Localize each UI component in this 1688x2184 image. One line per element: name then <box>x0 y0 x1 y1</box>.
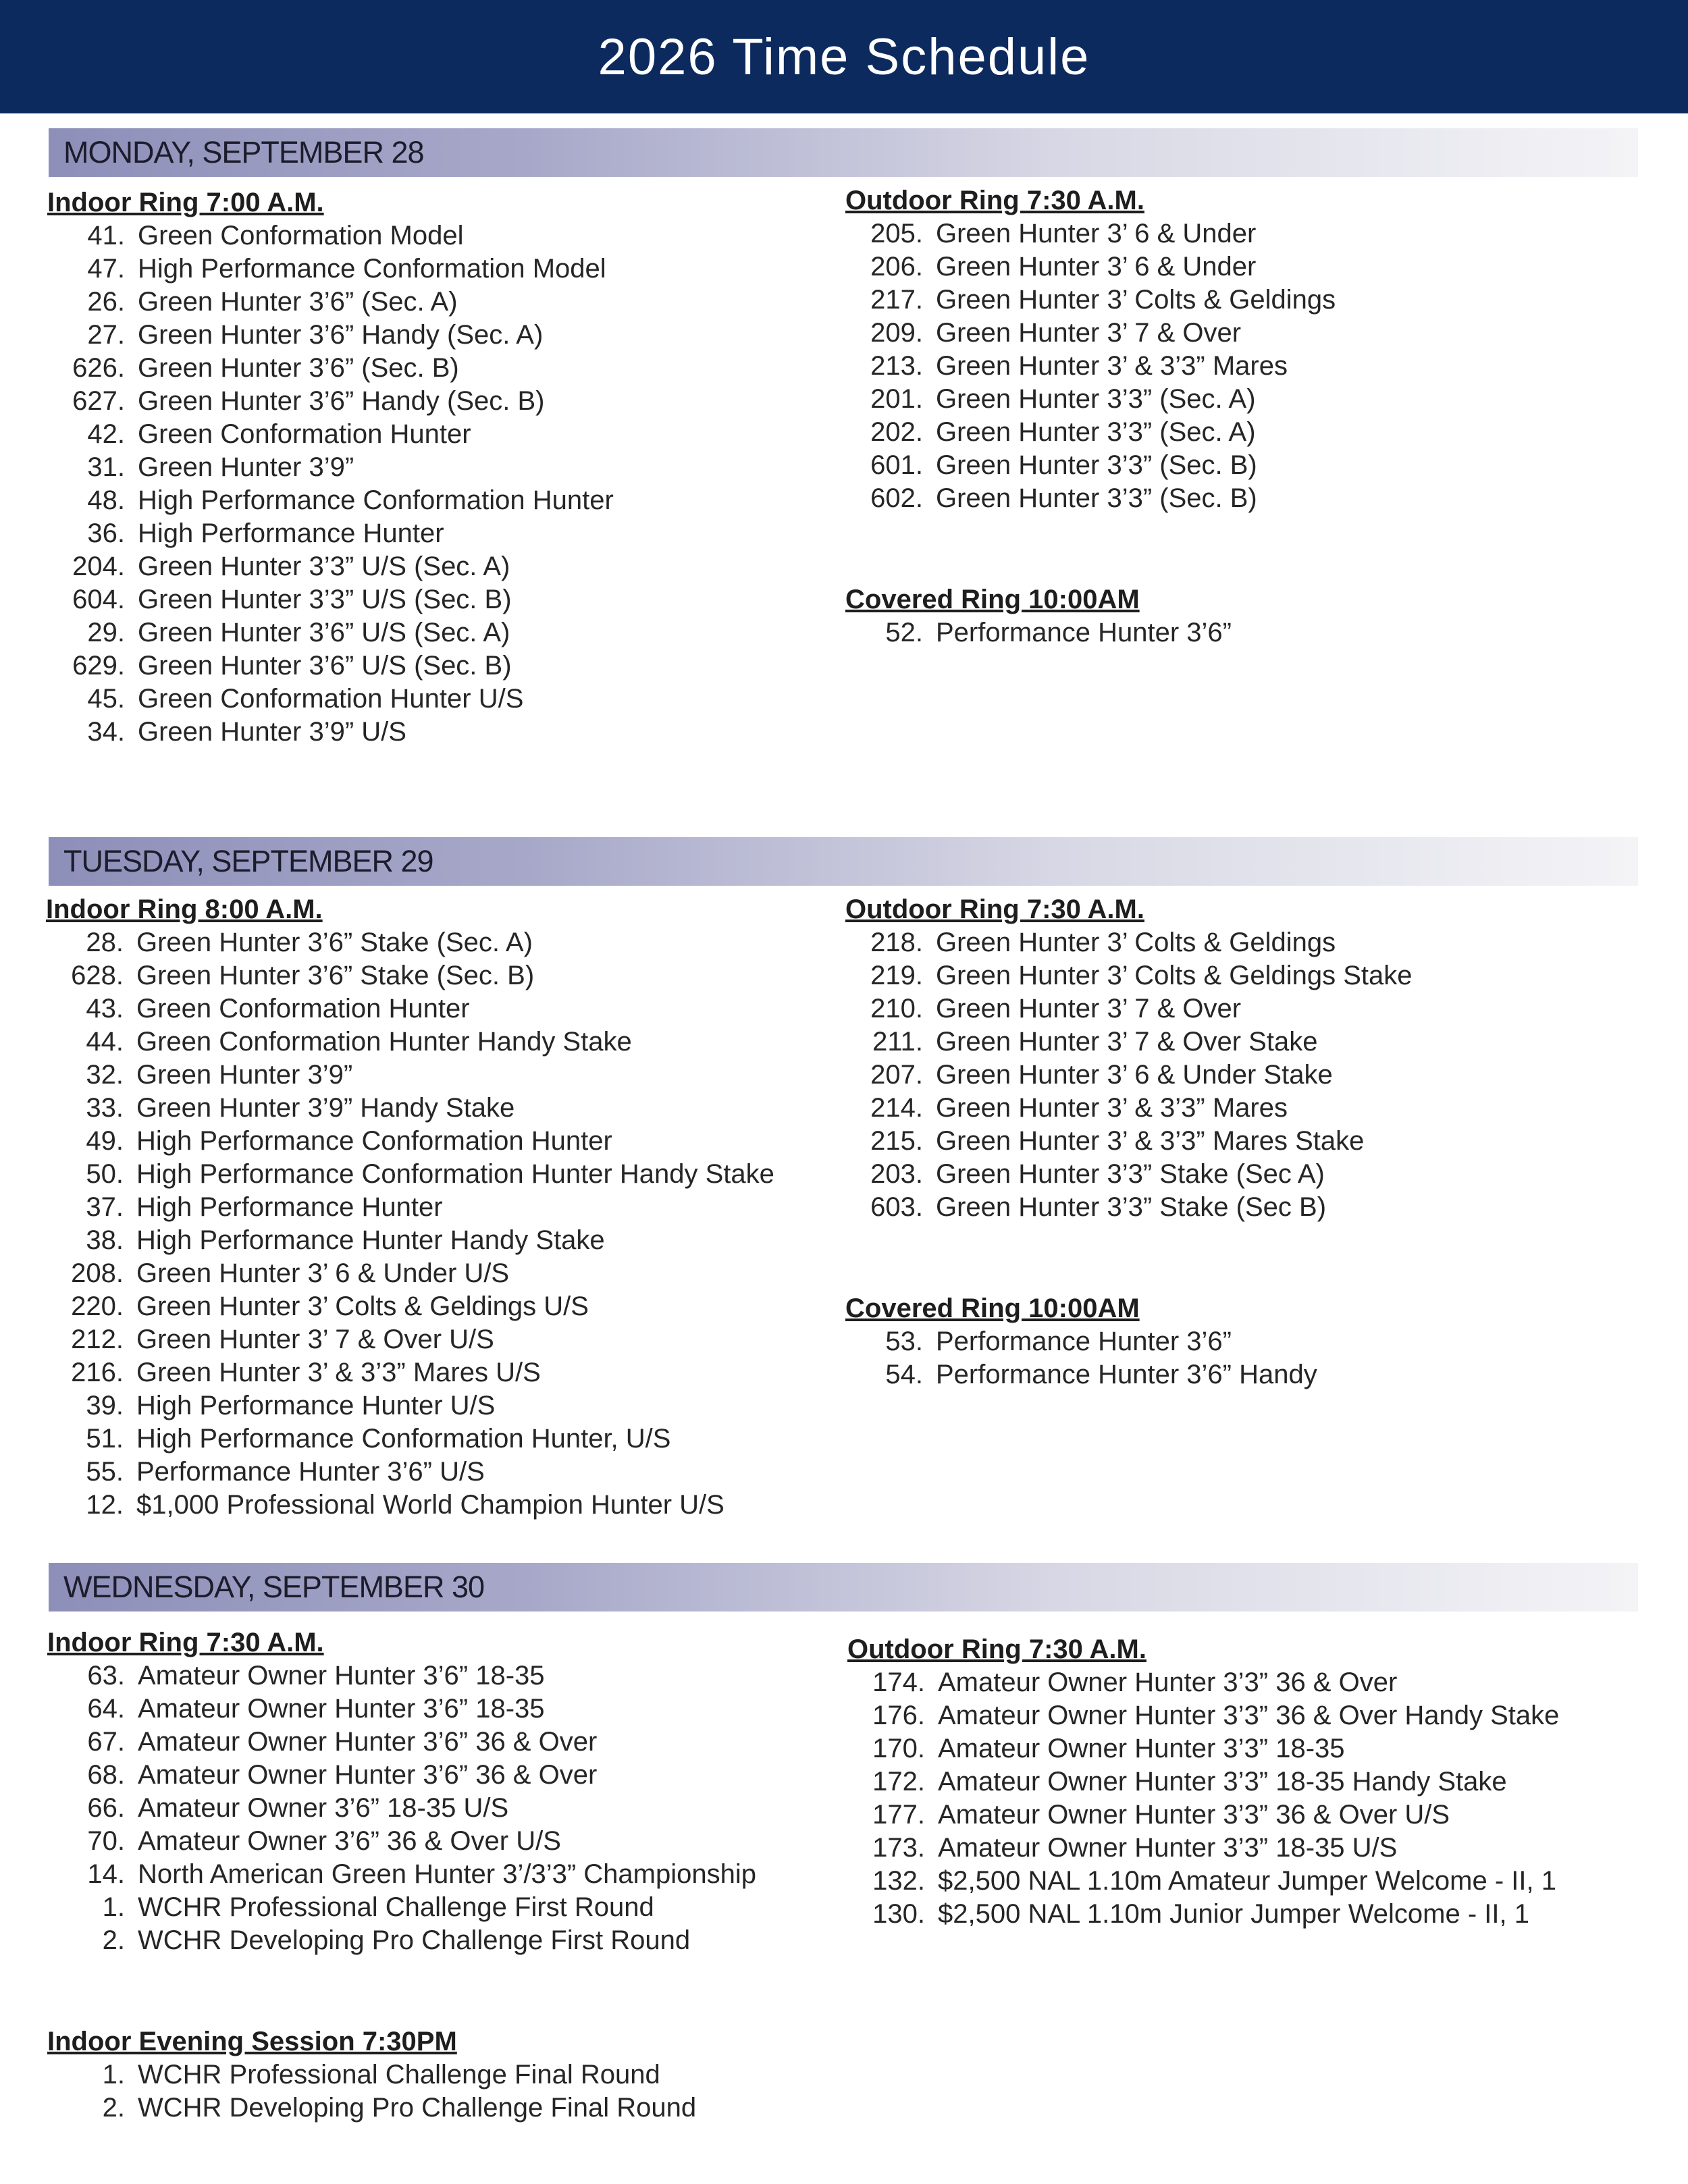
class-number: 14. <box>87 1859 125 1889</box>
class-number: 207. <box>870 1060 923 1090</box>
class-number: 33. <box>86 1093 124 1123</box>
class-number: 50. <box>86 1159 124 1189</box>
section-spacer <box>845 515 1629 583</box>
class-name: Performance Hunter 3’6” <box>936 1327 1232 1356</box>
class-number: 212. <box>71 1325 124 1354</box>
class-list-item <box>845 317 1629 350</box>
class-name: Green Hunter 3’ 7 & Over Stake <box>936 1027 1318 1057</box>
ring-title: Covered Ring 10:00AM <box>845 585 1140 614</box>
class-name: Green Conformation Model <box>138 221 464 250</box>
class-name: Green Hunter 3’ Colts & Geldings <box>936 928 1336 957</box>
class-list-item <box>847 1898 1631 1931</box>
class-number: 67. <box>87 1727 125 1757</box>
class-list-item <box>47 583 830 616</box>
class-number: 172. <box>872 1767 925 1796</box>
class-number: 26. <box>87 287 125 317</box>
class-number: 53. <box>885 1327 923 1356</box>
class-name: Green Hunter 3’3” (Sec. B) <box>936 483 1257 513</box>
class-number: 2. <box>102 1925 125 1955</box>
class-number: 49. <box>86 1126 124 1156</box>
class-number: 208. <box>71 1258 124 1288</box>
class-number: 213. <box>870 351 923 381</box>
class-name: Green Hunter 3’3” (Sec. A) <box>936 417 1256 447</box>
class-list-item <box>847 1732 1631 1765</box>
class-name: Green Hunter 3’ Colts & Geldings U/S <box>136 1291 589 1321</box>
class-number: 39. <box>86 1391 124 1420</box>
class-name: Green Hunter 3’3” (Sec. A) <box>936 384 1256 414</box>
class-number: 34. <box>87 717 125 747</box>
class-list-item <box>46 1456 829 1489</box>
class-name: Green Conformation Hunter U/S <box>138 684 524 714</box>
class-list-item <box>845 449 1629 482</box>
class-list-item <box>845 1191 1629 1224</box>
class-list-item <box>845 1125 1629 1158</box>
class-list-item <box>845 992 1629 1026</box>
class-name: Green Hunter 3’6” U/S (Sec. A) <box>138 618 510 647</box>
class-list-item <box>845 1325 1629 1358</box>
class-list <box>845 1325 1629 1391</box>
class-name: Amateur Owner Hunter 3’6” 36 & Over <box>138 1760 598 1790</box>
class-list-item <box>47 352 830 385</box>
class-list-item <box>847 1699 1631 1732</box>
class-list-item <box>845 250 1629 284</box>
ring-title: Indoor Ring 7:00 A.M. <box>47 188 324 217</box>
class-list <box>845 217 1629 515</box>
class-number: 37. <box>86 1192 124 1222</box>
class-list-item <box>47 319 830 352</box>
class-name: Green Conformation Hunter Handy Stake <box>136 1027 632 1057</box>
class-number: 209. <box>870 318 923 348</box>
class-number: 218. <box>870 928 923 957</box>
wednesday-left-column <box>47 1626 830 2125</box>
class-name: Amateur Owner Hunter 3’3” 36 & Over U/S <box>938 1800 1450 1830</box>
class-number: 215. <box>870 1126 923 1156</box>
class-list-item <box>47 550 830 583</box>
ring-title: Indoor Ring 8:00 A.M. <box>46 895 323 924</box>
section-spacer <box>845 1224 1629 1291</box>
class-name: High Performance Hunter <box>136 1192 443 1222</box>
class-number: 216. <box>71 1358 124 1387</box>
class-name: High Performance Conformation Hunter, U/S <box>136 1424 671 1454</box>
class-list-item <box>845 1358 1629 1391</box>
class-number: 43. <box>86 994 124 1023</box>
class-number: 214. <box>870 1093 923 1123</box>
class-number: 36. <box>87 518 125 548</box>
class-name: Green Hunter 3’6” (Sec. A) <box>138 287 458 317</box>
class-name: Green Hunter 3’3” U/S (Sec. A) <box>138 552 510 581</box>
class-name: Amateur Owner 3’6” 36 & Over U/S <box>138 1826 561 1856</box>
class-name: Amateur Owner Hunter 3’3” 18-35 <box>938 1734 1345 1763</box>
class-number: 604. <box>72 585 125 614</box>
class-list-item <box>845 926 1629 959</box>
class-list-item <box>46 1092 829 1125</box>
class-number: 44. <box>86 1027 124 1057</box>
class-number: 173. <box>872 1833 925 1863</box>
day-header-wednesday: WEDNESDAY, SEPTEMBER 30 <box>49 1563 1638 1612</box>
class-number: 217. <box>870 285 923 315</box>
class-number: 211. <box>872 1027 923 1057</box>
class-name: Green Hunter 3’3” (Sec. B) <box>936 450 1257 480</box>
class-list <box>845 926 1629 1224</box>
class-name: WCHR Developing Pro Challenge Final Round <box>138 2093 697 2123</box>
class-number: 45. <box>87 684 125 714</box>
class-list-item <box>47 1924 830 1957</box>
class-name: Green Conformation Hunter <box>138 419 471 449</box>
class-list <box>847 1666 1631 1931</box>
class-name: Green Hunter 3’3” U/S (Sec. B) <box>138 585 512 614</box>
class-number: 219. <box>870 961 923 990</box>
class-name: Green Hunter 3’ & 3’3” Mares <box>936 351 1288 381</box>
class-name: High Performance Conformation Model <box>138 254 606 284</box>
ring-title: Indoor Ring 7:30 A.M. <box>47 1628 324 1657</box>
class-name: Green Conformation Hunter <box>136 994 470 1023</box>
class-list-item <box>847 1765 1631 1799</box>
class-list-item <box>47 616 830 649</box>
section-spacer <box>47 1957 830 2025</box>
class-number: 54. <box>885 1360 923 1389</box>
class-number: 629. <box>72 651 125 681</box>
class-name: Performance Hunter 3’6” U/S <box>136 1457 485 1487</box>
class-list-item <box>46 1125 829 1158</box>
class-list-item <box>47 385 830 418</box>
class-name: High Performance Hunter <box>138 518 444 548</box>
class-number: 205. <box>870 219 923 248</box>
class-list-item <box>845 1092 1629 1125</box>
class-number: 601. <box>870 450 923 480</box>
class-list <box>47 1659 830 1957</box>
class-number: 31. <box>87 452 125 482</box>
class-list-item <box>46 1026 829 1059</box>
class-list <box>47 219 830 749</box>
class-number: 51. <box>86 1424 124 1454</box>
ring-title: Outdoor Ring 7:30 A.M. <box>845 186 1144 215</box>
page-title: 2026 Time Schedule <box>0 0 1688 113</box>
class-list-item <box>46 1356 829 1389</box>
class-name: Amateur Owner Hunter 3’3” 18-35 U/S <box>938 1833 1398 1863</box>
class-name: Amateur Owner Hunter 3’3” 36 & Over Handy Stake <box>938 1701 1560 1730</box>
class-list-item <box>845 383 1629 416</box>
class-name: Green Hunter 3’ 6 & Under Stake <box>936 1060 1333 1090</box>
class-list-item <box>845 1059 1629 1092</box>
ring-title: Outdoor Ring 7:30 A.M. <box>847 1634 1146 1664</box>
class-name: $2,500 NAL 1.10m Amateur Jumper Welcome - II, 1 <box>938 1866 1556 1896</box>
class-list-item <box>47 649 830 683</box>
class-list-item <box>845 1026 1629 1059</box>
class-list-item <box>46 1158 829 1191</box>
class-list-item <box>847 1865 1631 1898</box>
class-name: Green Hunter 3’ 7 & Over U/S <box>136 1325 494 1354</box>
class-list-item <box>845 959 1629 992</box>
class-name: Green Hunter 3’6” Stake (Sec. A) <box>136 928 533 957</box>
class-list-item <box>47 451 830 484</box>
class-number: 2. <box>102 2093 125 2123</box>
class-name: Amateur Owner Hunter 3’6” 18-35 <box>138 1661 545 1690</box>
class-list-item <box>845 217 1629 250</box>
class-name: Performance Hunter 3’6” Handy <box>936 1360 1317 1389</box>
class-name: Amateur Owner Hunter 3’6” 36 & Over <box>138 1727 598 1757</box>
class-list-item <box>845 616 1629 649</box>
class-name: High Performance Conformation Hunter <box>138 485 614 515</box>
class-list-item <box>46 1323 829 1356</box>
class-number: 29. <box>87 618 125 647</box>
day-header-tuesday: TUESDAY, SEPTEMBER 29 <box>49 837 1638 886</box>
class-number: 203. <box>870 1159 923 1189</box>
monday-left-column <box>47 186 830 749</box>
class-number: 12. <box>86 1490 124 1520</box>
class-number: 27. <box>87 320 125 350</box>
class-number: 1. <box>102 1892 125 1922</box>
class-number: 28. <box>86 928 124 957</box>
class-name: Green Hunter 3’ Colts & Geldings Stake <box>936 961 1413 990</box>
class-name: Green Hunter 3’ & 3’3” Mares <box>936 1093 1288 1123</box>
class-number: 174. <box>872 1668 925 1697</box>
class-name: WCHR Developing Pro Challenge First Round <box>138 1925 691 1955</box>
class-number: 64. <box>87 1694 125 1724</box>
class-list-item <box>845 482 1629 515</box>
class-number: 201. <box>870 384 923 414</box>
class-number: 63. <box>87 1661 125 1690</box>
class-list-item <box>46 1489 829 1522</box>
class-list-item <box>46 1224 829 1257</box>
class-name: Green Hunter 3’3” Stake (Sec B) <box>936 1192 1327 1222</box>
class-number: 626. <box>72 353 125 383</box>
class-list-item <box>47 484 830 517</box>
class-name: Green Hunter 3’6” Handy (Sec. A) <box>138 320 544 350</box>
class-number: 130. <box>872 1899 925 1929</box>
class-name: Amateur Owner Hunter 3’3” 18-35 Handy Stake <box>938 1767 1507 1796</box>
class-list-item <box>46 1191 829 1224</box>
class-list-item <box>47 1858 830 1891</box>
class-list-item <box>46 926 829 959</box>
class-name: Green Hunter 3’9” Handy Stake <box>136 1093 515 1123</box>
class-name: Amateur Owner 3’6” 18-35 U/S <box>138 1793 509 1823</box>
ring-title: Outdoor Ring 7:30 A.M. <box>845 895 1144 924</box>
class-number: 627. <box>72 386 125 416</box>
class-list-item <box>47 286 830 319</box>
class-name: Green Hunter 3’6” (Sec. B) <box>138 353 459 383</box>
class-name: WCHR Professional Challenge First Round <box>138 1892 654 1922</box>
class-name: Green Hunter 3’ 7 & Over <box>936 318 1242 348</box>
class-list-item <box>47 1693 830 1726</box>
class-name: Green Hunter 3’9” <box>136 1060 353 1090</box>
class-name: High Performance Conformation Hunter <box>136 1126 612 1156</box>
class-list-item <box>845 1158 1629 1191</box>
class-name: Green Hunter 3’ & 3’3” Mares Stake <box>936 1126 1365 1156</box>
class-list-item <box>47 1825 830 1858</box>
class-name: High Performance Hunter U/S <box>136 1391 496 1420</box>
class-number: 132. <box>872 1866 925 1896</box>
class-number: 38. <box>86 1225 124 1255</box>
class-number: 1. <box>102 2060 125 2089</box>
class-number: 66. <box>87 1793 125 1823</box>
class-name: High Performance Hunter Handy Stake <box>136 1225 605 1255</box>
class-list-item <box>47 252 830 286</box>
class-list-item <box>47 2092 830 2125</box>
day-header-monday: MONDAY, SEPTEMBER 28 <box>49 128 1638 177</box>
tuesday-left-column <box>46 893 829 1522</box>
class-number: 41. <box>87 221 125 250</box>
class-number: 177. <box>872 1800 925 1830</box>
class-name: Green Hunter 3’3” Stake (Sec A) <box>936 1159 1325 1189</box>
class-list <box>845 616 1629 649</box>
class-name: Performance Hunter 3’6” <box>936 618 1232 647</box>
class-number: 220. <box>71 1291 124 1321</box>
ring-title: Indoor Evening Session 7:30PM <box>47 2027 457 2056</box>
class-name: Amateur Owner Hunter 3’3” 36 & Over <box>938 1668 1398 1697</box>
class-list-item <box>845 350 1629 383</box>
monday-right-column <box>845 184 1629 649</box>
class-number: 42. <box>87 419 125 449</box>
class-number: 603. <box>870 1192 923 1222</box>
class-list-item <box>47 683 830 716</box>
class-list-item <box>47 1659 830 1693</box>
class-number: 47. <box>87 254 125 284</box>
class-list-item <box>46 1290 829 1323</box>
class-name: $2,500 NAL 1.10m Junior Jumper Welcome - II, 1 <box>938 1899 1529 1929</box>
class-list <box>46 926 829 1522</box>
class-number: 170. <box>872 1734 925 1763</box>
class-name: WCHR Professional Challenge Final Round <box>138 2060 660 2089</box>
class-name: Green Hunter 3’ 6 & Under <box>936 252 1257 282</box>
class-list-item <box>47 1759 830 1792</box>
class-list-item <box>46 959 829 992</box>
class-list <box>47 2058 830 2125</box>
class-name: Green Hunter 3’6” U/S (Sec. B) <box>138 651 512 681</box>
class-name: Green Hunter 3’9” <box>138 452 354 482</box>
class-name: Green Hunter 3’ 6 & Under U/S <box>136 1258 510 1288</box>
class-number: 206. <box>870 252 923 282</box>
class-number: 628. <box>71 961 124 990</box>
class-number: 210. <box>870 994 923 1023</box>
class-list-item <box>46 1422 829 1456</box>
class-number: 48. <box>87 485 125 515</box>
class-list-item <box>46 1257 829 1290</box>
class-number: 32. <box>86 1060 124 1090</box>
class-list-item <box>47 219 830 252</box>
class-list-item <box>847 1799 1631 1832</box>
class-list-item <box>46 1389 829 1422</box>
class-number: 55. <box>86 1457 124 1487</box>
class-name: Amateur Owner Hunter 3’6” 18-35 <box>138 1694 545 1724</box>
class-number: 202. <box>870 417 923 447</box>
class-name: Green Hunter 3’ Colts & Geldings <box>936 285 1336 315</box>
class-name: Green Hunter 3’9” U/S <box>138 717 406 747</box>
class-list-item <box>47 1726 830 1759</box>
class-name: High Performance Conformation Hunter Handy Stake <box>136 1159 774 1189</box>
class-list-item <box>847 1666 1631 1699</box>
class-number: 602. <box>870 483 923 513</box>
class-number: 176. <box>872 1701 925 1730</box>
class-list-item <box>47 418 830 451</box>
class-name: Green Hunter 3’ 7 & Over <box>936 994 1242 1023</box>
class-list-item <box>847 1832 1631 1865</box>
class-number: 70. <box>87 1826 125 1856</box>
class-list-item <box>47 517 830 550</box>
ring-title: Covered Ring 10:00AM <box>845 1294 1140 1323</box>
class-list-item <box>46 1059 829 1092</box>
class-name: $1,000 Professional World Champion Hunter U/S <box>136 1490 724 1520</box>
class-number: 68. <box>87 1760 125 1790</box>
class-number: 52. <box>885 618 923 647</box>
class-name: Green Hunter 3’6” Stake (Sec. B) <box>136 961 535 990</box>
class-number: 204. <box>72 552 125 581</box>
class-list-item <box>845 284 1629 317</box>
class-list-item <box>47 716 830 749</box>
class-list-item <box>845 416 1629 449</box>
class-list-item <box>47 1792 830 1825</box>
tuesday-right-column <box>845 893 1629 1391</box>
class-name: North American Green Hunter 3’/3’3” Championship <box>138 1859 756 1889</box>
class-list-item <box>47 2058 830 2092</box>
wednesday-right-column <box>847 1632 1631 1931</box>
class-list-item <box>47 1891 830 1924</box>
class-name: Green Hunter 3’ & 3’3” Mares U/S <box>136 1358 541 1387</box>
class-name: Green Hunter 3’ 6 & Under <box>936 219 1257 248</box>
class-list-item <box>46 992 829 1026</box>
class-name: Green Hunter 3’6” Handy (Sec. B) <box>138 386 545 416</box>
